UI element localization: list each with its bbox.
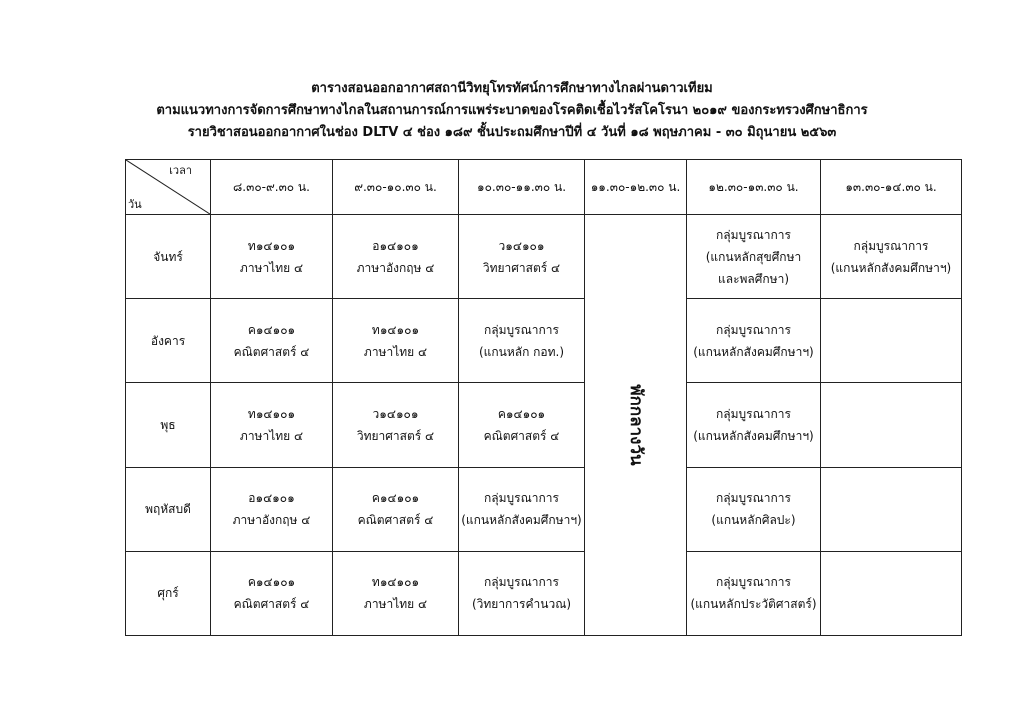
class-cell: [459, 467, 585, 551]
time-header-6: ๑๓.๓๐-๑๔.๓๐ น.: [821, 160, 962, 215]
course-name: ภาษาไทย ๔: [239, 260, 304, 275]
course-core: (แกนหลักสุขศึกษา: [705, 249, 802, 264]
day-row-tuesday: [126, 299, 962, 383]
empty-cell: [821, 383, 962, 467]
course-core: (แกนหลักสังคมศึกษาฯ): [461, 513, 582, 528]
time-header-1: ๘.๓๐-๙.๓๐ น.: [211, 160, 333, 215]
course-group: กลุ่มบูรณาการ: [484, 491, 559, 506]
course-core: (แกนหลักศิลปะ): [711, 513, 796, 528]
lunch-break-label: พักกลางวัน: [625, 384, 646, 466]
class-cell: [459, 215, 585, 299]
course-code: ว๑๔๑๐๑: [498, 238, 545, 253]
course-core: (แกนหลักสังคมศึกษาฯ): [830, 260, 952, 275]
course-core: (แกนหลักสังคมศึกษาฯ): [693, 344, 814, 359]
course-group: กลุ่มบูรณาการ: [716, 227, 791, 242]
class-cell: [687, 299, 821, 383]
day-name: ศุกร์: [126, 551, 211, 635]
class-cell: [687, 467, 821, 551]
course-group: กลุ่มบูรณาการ: [716, 491, 791, 506]
class-cell: [333, 551, 459, 635]
day-name: อังคาร: [126, 299, 211, 383]
course-code: ท๑๔๑๐๑: [247, 407, 296, 422]
corner-cell: [126, 160, 211, 215]
course-code: ค๑๔๑๐๑: [247, 575, 296, 590]
class-cell: [459, 551, 585, 635]
class-cell: [687, 383, 821, 467]
class-cell: [211, 383, 333, 467]
class-cell: [821, 215, 962, 299]
course-name: ภาษาอังกฤษ ๔: [356, 260, 435, 275]
schedule-table: [125, 159, 962, 636]
class-cell: [333, 467, 459, 551]
empty-cell: [821, 551, 962, 635]
time-header-5: ๑๒.๓๐-๑๓.๓๐ น.: [687, 160, 821, 215]
title-line-2: ตามแนวทางการจัดการศึกษาทางไกลในสถานการณ์การแพร่ระบาดของโรคติดเชื้อไวรัสโคโรนา ๒๐๑๙ ของกระทรวงศึกษาธิการ: [156, 103, 868, 118]
day-row-friday: [126, 551, 962, 635]
day-name: พฤหัสบดี: [126, 467, 211, 551]
class-cell: [459, 299, 585, 383]
class-cell: [211, 299, 333, 383]
course-core: (แกนหลักประวัติศาสตร์): [690, 597, 817, 612]
course-group: กลุ่มบูรณาการ: [716, 322, 791, 337]
course-code: ค๑๔๑๐๑: [247, 322, 296, 337]
course-code: ค๑๔๑๐๑: [497, 407, 546, 422]
course-code: อ๑๔๑๐๑: [248, 491, 295, 506]
course-group: กลุ่มบูรณาการ: [716, 407, 791, 422]
course-group: กลุ่มบูรณาการ: [484, 575, 559, 590]
course-code: ท๑๔๑๐๑: [371, 575, 420, 590]
day-name: พุธ: [126, 383, 211, 467]
course-code: ค๑๔๑๐๑: [371, 491, 420, 506]
time-header-3: ๑๐.๓๐-๑๑.๓๐ น.: [459, 160, 585, 215]
corner-time-label: เวลา: [169, 164, 192, 177]
course-core: (วิทยาการคำนวณ): [471, 597, 572, 612]
course-code: ว๑๔๑๐๑: [372, 407, 419, 422]
class-cell: [211, 551, 333, 635]
lunch-break-cell: [585, 215, 687, 636]
course-name: คณิตศาสตร์ ๔: [483, 429, 560, 444]
title-line-1: ตารางสอนออกอากาศสถานีวิทยุโทรทัศน์การศึกษาทางไกลผ่านดาวเทียม: [311, 81, 713, 96]
corner-day-label: วัน: [128, 198, 142, 212]
course-code: ท๑๔๑๐๑: [247, 238, 296, 253]
course-core: (แกนหลักสังคมศึกษาฯ): [693, 429, 814, 444]
course-core-cont: และพลศึกษา): [717, 271, 789, 286]
class-cell: [211, 467, 333, 551]
empty-cell: [821, 299, 962, 383]
day-row-monday: [126, 215, 962, 299]
course-name: คณิตศาสตร์ ๔: [357, 513, 434, 528]
course-name: ภาษาไทย ๔: [363, 597, 428, 612]
time-header-2: ๙.๓๐-๑๐.๓๐ น.: [333, 160, 459, 215]
course-group: กลุ่มบูรณาการ: [716, 575, 791, 590]
class-cell: [687, 551, 821, 635]
day-name: จันทร์: [126, 215, 211, 299]
course-code: ท๑๔๑๐๑: [371, 322, 420, 337]
day-row-thursday: [126, 467, 962, 551]
document-title-block: [0, 78, 1024, 144]
class-cell: [687, 215, 821, 299]
course-code: อ๑๔๑๐๑: [372, 238, 419, 253]
course-core: (แกนหลัก กอท.): [478, 344, 565, 359]
time-header-4: ๑๑.๓๐-๑๒.๓๐ น.: [585, 160, 687, 215]
course-group: กลุ่มบูรณาการ: [853, 238, 929, 253]
course-name: คณิตศาสตร์ ๔: [233, 344, 310, 359]
course-name: ภาษาไทย ๔: [239, 429, 304, 444]
class-cell: [333, 215, 459, 299]
course-name: ภาษาไทย ๔: [363, 344, 428, 359]
course-group: กลุ่มบูรณาการ: [484, 322, 559, 337]
header-row: [126, 160, 962, 215]
course-name: ภาษาอังกฤษ ๔: [232, 513, 311, 528]
class-cell: [211, 215, 333, 299]
class-cell: [459, 383, 585, 467]
course-name: วิทยาศาสตร์ ๔: [356, 429, 435, 444]
empty-cell: [821, 467, 962, 551]
day-row-wednesday: [126, 383, 962, 467]
title-line-3: รายวิชาสอนออกอากาศในช่อง DLTV ๔ ช่อง ๑๘๙ ชั้นประถมศึกษาปีที่ ๔ วันที่ ๑๘ พฤษภาคม - ๓๐ มิถุนายน ๒๕๖๓: [187, 125, 837, 140]
class-cell: [333, 383, 459, 467]
course-name: คณิตศาสตร์ ๔: [233, 597, 310, 612]
course-name: วิทยาศาสตร์ ๔: [482, 260, 561, 275]
class-cell: [333, 299, 459, 383]
